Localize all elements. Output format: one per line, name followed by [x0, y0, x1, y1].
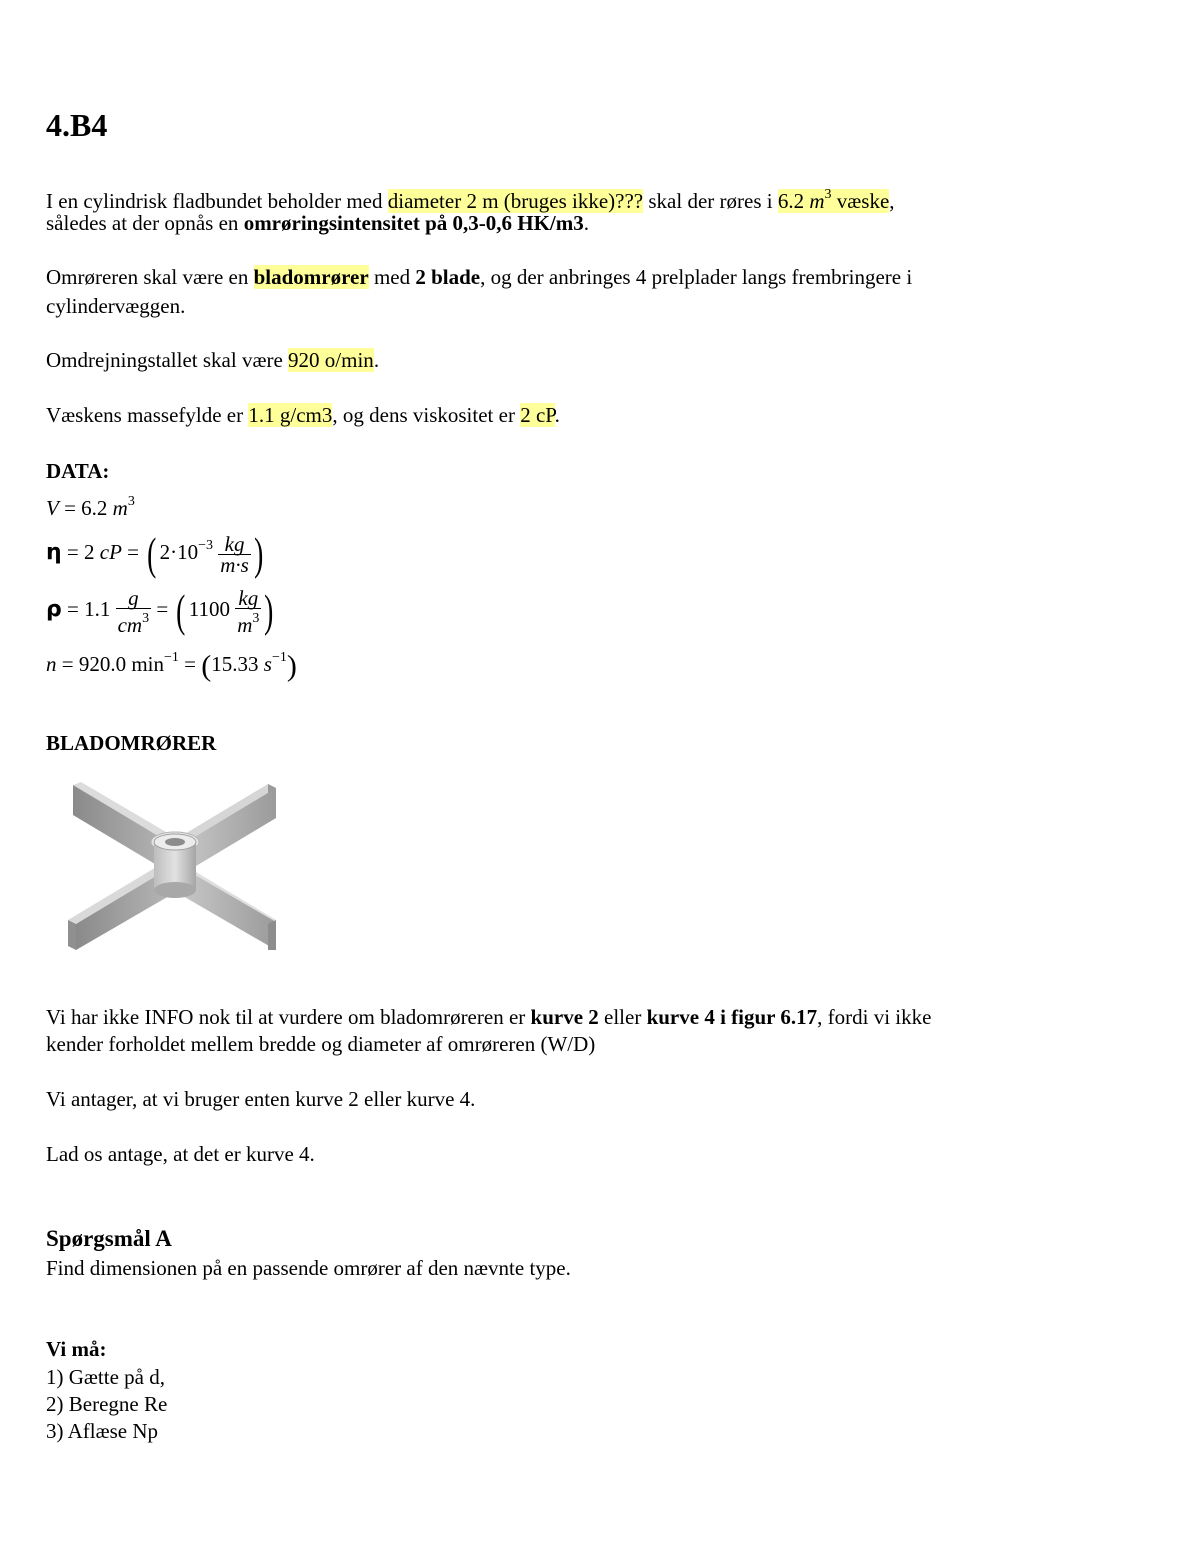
question-text: Find dimensionen på en passende omrører af den nævnte type. [46, 1256, 571, 1280]
bladomrorer-heading: BLADOMRØRER [46, 731, 217, 755]
step-3: 3) Aflæse Np [46, 1419, 158, 1443]
paragraph-6: Vi antager, at vi bruger enten kurve 2 eller kurve 4. [46, 1087, 476, 1111]
bold-figur: i figur 6.17 [720, 1005, 818, 1029]
text: skal der røres i [643, 189, 778, 213]
text: , [889, 189, 895, 213]
paragraph-7: Lad os antage, at det er kurve 4. [46, 1142, 315, 1166]
highlight-bladomrorer: bladomrører [253, 265, 369, 289]
bold-kurve-2: kurve 2 [530, 1005, 599, 1029]
equation-density: ρ = 1.1 $\frac{g}{cm^3}$ = ( 1100 $\frac{kg}{m^3}$ ) [46, 585, 274, 637]
paragraph-2-line-2: cylindervæggen. [46, 294, 186, 318]
question-heading [46, 1225, 172, 1252]
paragraph-5-line-1: Vi har ikke INFO nok til at vurdere om bladomrøreren er kurve 2 eller kurve 4 i figur 6.17, fordi vi ikke [46, 1005, 932, 1029]
highlight-rpm: 920 o/min [288, 348, 374, 372]
paragraph-1-line-2: således at der opnås en omrøringsintensitet på 0,3-0,6 HK/m3. [46, 211, 589, 235]
bold-kurve-4: kurve 4 [646, 1005, 715, 1029]
highlight-volume: 6.2 $m^3$ væske [777, 187, 890, 213]
highlight-viscosity: 2 cP [520, 403, 555, 427]
equation-volume: V = 6.2 $m^3$ [46, 494, 135, 520]
page-title: 4.B4 [46, 107, 108, 143]
equation-viscosity: η = 2 cP = ( $2\cdot 10^{-3}$ $\frac{kg}{m\cdot s}$ ) [46, 528, 264, 580]
bold-2-blade: 2 blade [415, 265, 481, 289]
highlight-density: 1.1 g/cm3 [248, 403, 333, 427]
highlight-diameter: diameter 2 m (bruges ikke)??? [387, 189, 644, 213]
paragraph-3: Omdrejningstallet skal være 920 o/min. [46, 348, 380, 372]
equation-rotation: n = 920.0 $\min^{-1} = (15.33$ $s^{-1}$) [46, 649, 297, 683]
impeller-illustration [48, 780, 293, 950]
paragraph-4: Væskens massefylde er 1.1 g/cm3, og dens viskositet er 2 cP. [46, 403, 560, 427]
step-1: 1) Gætte på d, [46, 1365, 165, 1389]
bold-intensity: omrøringsintensitet på 0,3-0,6 HK/m3 [243, 211, 584, 235]
step-2: 2) Beregne Re [46, 1392, 168, 1416]
question-title: Spørgsmål A [46, 1226, 172, 1251]
paragraph-5-line-2: kender forholdet mellem bredde og diameter af omrøreren (W/D) [46, 1032, 596, 1056]
vima-heading: Vi må: [46, 1337, 107, 1361]
impeller-image [48, 780, 293, 950]
text: I en cylindrisk fladbundet beholder med [46, 189, 388, 213]
data-heading: DATA: [46, 459, 110, 483]
paragraph-2-line-1: Omrøreren skal være en bladomrører med 2 blade, og der anbringes 4 prelplader langs frembringere i [46, 265, 913, 289]
